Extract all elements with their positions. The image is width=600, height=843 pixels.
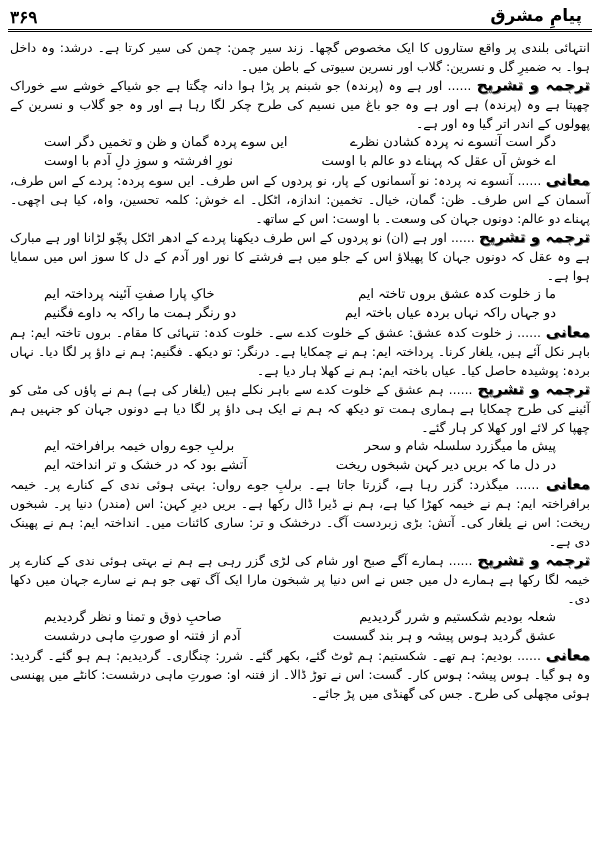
verse-first-hemistich: ما ز خلوت کدہ عشق بروں تاختہ ایم: [358, 287, 556, 302]
verse-first-hemistich: پیش ما میگزرد سلسلہ شام و سحر: [364, 439, 556, 454]
annotated-paragraph: ترجمہ و تشریح ...... اور ہے وہ (پرندہ) جو شبنم پر پڑا ہوا دانہ چگتا ہے جو شیاکے خوشے سے خوراک چھپتا ہے وہ (پرندہ) ہے اور ہے وہ جو باغ میں نسیم کی طرح چکر لگا رہا ہے اور وہ جو گلاب و نسرین کے پھولوں کے اندر اتر گیا وہ اور ہے۔: [10, 76, 590, 131]
verse-second-hemistich: خاکِ پارا صفتِ آئینہ پرداختہ ایم: [44, 287, 215, 302]
annotated-paragraph: معانی ...... آنسوے نہ پردہ: نو آسمانوں کے پار، نو پردوں کے اس طرف۔ ایں سوے پردہ: پردے کے اس طرف، آسمان کے اس طرف۔ ظن: گمان، خیال۔ تخمین: اندازہ، اٹکل۔ اے خوش: کلمہ تحسین، واہ، کیا ہی اچھی۔ پہناے دو عالم: دونوں جہان کی وسعت۔ با اوست: اس کے ساتھ۔: [10, 171, 590, 226]
verse-second-hemistich: صاحبِ ذوق و تمنا و نظر گردیدیم: [44, 610, 222, 625]
verse-couplet: [44, 437, 556, 456]
annotated-paragraph: معانی ...... بودیم: ہم تھے۔ شکستیم: ہم ٹوٹ گئے، بکھر گئے۔ شرر: چنگاری۔ گردیدیم: ہم ہو گئے۔ گردید: وہ ہو گیا۔ ہوس پیشہ: ہوس کار۔ گست: اس نے توڑ ڈالا۔ از فتنہ او: صورتِ ماہی درشست: کانٹے میں پھنسی ہوئی مچھلی کی طرح۔ جس کی گھنڈی میں پڑ جائے۔: [10, 646, 590, 701]
section-heading: معانی: [545, 171, 590, 189]
verse-second-hemistich: دو رنگر ہمت ما راکہ بہ داوے فگنیم: [44, 306, 237, 321]
verse-second-hemistich: آدم از فتنہ او صورتِ ماہی درشست: [44, 629, 241, 644]
paragraph-text: میگذرد: گزر رہا ہے، گزرتا جاتا ہے۔ برلبِ جوے رواں: بہتی ہوئی ندی کے کنارے پر۔ خیمہ برافراختہ ایم: ہم نے خیمہ کھڑا کیا ہے، ہم نے ڈیرا ڈال رکھا ہے۔ بریں دیرِ کہن: اس (مندر) دنیا پر۔ شبخوں ریخت: اس نے یلغار کی۔ آتش: بڑی زبردست آگ۔ درخشک و تر: ساری کائنات میں۔ انداختہ ایم: ہم نے پھینک دی ہے۔: [10, 477, 590, 549]
page-body: [10, 38, 590, 703]
section-heading: ترجمہ و تشریح: [478, 228, 590, 246]
section-heading: ترجمہ و تشریح: [476, 76, 590, 94]
paragraph-text: انتہائی بلندی پر واقع ستاروں کا ایک مخصوص گچھا۔ زند سیر چمن: چمن کی سیر کرتا ہے۔ درشد: وہ داخل ہوا۔ بہ ضمیرِ گل و نسرین: گلاب اور نسرین سیوتی کے باطن میں۔: [10, 40, 590, 74]
annotated-paragraph: ترجمہ و تشریح ...... ہم عشق کے خلوت کدے سے باہر نکلے ہیں (یلغار کی ہے) ہم نے پاؤں کی مٹی کو آئینے کی طرح چمکایا ہے ہماری ہمت تو دیکھ کہ ہم نے ایک ہی داؤ پر لگا دیا ہے دونوں جہان کو جنہیں ہم چھپا کر لائے اور کھلا کر ہار گئے۔: [10, 380, 590, 435]
paragraph-text: اور ہے (ان) نو پردوں کے اس طرف دیکھنا پردے کے ادھر اٹکل پچّو لڑانا اور ہے مبارک ہے وہ عقل کہ دونوں جہان کا پھیلاؤ اس کے جلو میں ہے فرشتے کا نور اور آدم کے دل کا سوز اس میں سمایا ہوا ہے۔: [10, 230, 590, 283]
paragraph-text: ز خلوت کدہ عشق: عشق کے خلوت کدے سے۔ خلوت کدہ: تنہائی کا مقام۔ بروں تاختہ ایم: ہم باہر نکل آئے ہیں، یلغار کرنا۔ پرداختہ ایم: ہم نے چمکایا ہے۔ درنگر: تو دیکھ۔ فگنیم: ہم نے داؤ پر لگا دیا۔ نہاں بردہ: پوشیدہ حاصل کیا۔ عیاں باختہ ایم: ہم نے کھلا ہار دیا ہے۔: [10, 325, 590, 378]
paragraph-text: آنسوے نہ پردہ: نو آسمانوں کے پار، نو پردوں کے اس طرف۔ ایں سوے پردہ: پردے کے اس طرف، آسمان کے اس طرف۔ ظن: گمان، خیال۔ تخمین: اندازہ، اٹکل۔ اے خوش: کلمہ تحسین، واہ، کیا ہی اچھی۔ پہناے دو عالم: دونوں جہان کی وسعت۔ با اوست: اس کے ساتھ۔: [10, 173, 590, 226]
paragraph-text: اور ہے وہ (پرندہ) جو شبنم پر پڑا ہوا دانہ چگتا ہے جو شیاکے خوشے سے خوراک چھپتا ہے وہ (پرندہ) ہے اور ہے وہ جو باغ میں نسیم کی طرح چکر لگا رہا ہے اور وہ جو گلاب و نسرین کے پھولوں کے اندر اتر گیا وہ اور ہے۔: [10, 78, 590, 131]
verse-couplet: [44, 456, 556, 475]
verse-couplet: [44, 608, 556, 627]
section-heading: ترجمہ و تشریح: [477, 551, 590, 569]
verse-first-hemistich: دگر است آنسوے نہ پردہ کشادن نظرے: [350, 135, 556, 150]
verse-second-hemistich: برلبِ جوے رواں خیمہ برافراختہ ایم: [44, 439, 235, 454]
verse-couplet: [44, 133, 556, 152]
verse-couplet: [44, 304, 556, 323]
annotated-paragraph: معانی ...... میگذرد: گزر رہا ہے، گزرتا جاتا ہے۔ برلبِ جوے رواں: بہتی ہوئی ندی کے کنارے پر۔ خیمہ برافراختہ ایم: ہم نے خیمہ کھڑا کیا ہے، ہم نے ڈیرا ڈال رکھا ہے۔ بریں دیرِ کہن: اس (مندر) دنیا پر۔ شبخوں ریخت: اس نے یلغار کی۔ آتش: بڑی زبردست آگ۔ درخشک و تر: ساری کائنات میں۔ انداختہ ایم: ہم نے پھینک دی ہے۔: [10, 475, 591, 549]
verse-first-hemistich: در دل ما کہ بریں دیر کہن شبخوں ریخت: [335, 458, 556, 473]
paragraph-text: ہمارے آگے صبح اور شام کی لڑی گزر رہی ہے ہم نے بہتی ہوئی ندی کے کنارے پر خیمہ لگا رکھا ہے ہمارے دل میں جس نے اس دنیا پر شبخون مارا ایک آگ تھی جو ہم نے سارے جہان میں دکھا دی۔: [10, 553, 590, 606]
verse-first-hemistich: عشق گردید ہوس پیشہ و ہر بند گسست: [332, 629, 556, 644]
verse-couplet: [44, 152, 556, 171]
section-heading: ترجمہ و تشریح: [477, 380, 590, 398]
section-heading: معانی: [545, 323, 590, 341]
paragraph-text: ہم عشق کے خلوت کدے سے باہر نکلے ہیں (یلغار کی ہے) ہم نے پاؤں کی مٹی کو آئینے کی طرح چمکایا ہے ہماری ہمت تو دیکھ کہ ہم نے ایک ہی داؤ پر لگا دیا ہے دونوں جہان کو جنہیں ہم چھپا کر لائے اور کھلا کر ہار گئے۔: [10, 382, 590, 435]
verse-first-hemistich: شعلہ بودیم شکستیم و شرر گردیدیم: [359, 610, 556, 625]
verse-second-hemistich: آتشے بود کہ در خشک و تر انداختہ ایم: [44, 458, 247, 473]
section-heading: معانی: [545, 646, 590, 664]
page-number: ۳۶۹: [10, 8, 38, 28]
paragraph-text: بودیم: ہم تھے۔ شکستیم: ہم ٹوٹ گئے، بکھر گئے۔ شرر: چنگاری۔ گردیدیم: ہم ہو گئے۔ گردید: وہ ہو گیا۔ ہوس پیشہ: ہوس کار۔ گست: اس نے توڑ ڈالا۔ از فتنہ او: صورتِ ماہی درشست: کانٹے میں پھنسی ہوئی مچھلی کی طرح۔ جس کی گھنڈی میں پڑ جائے۔: [10, 648, 590, 701]
annotated-paragraph: معانی ...... ز خلوت کدہ عشق: عشق کے خلوت کدے سے۔ خلوت کدہ: تنہائی کا مقام۔ بروں تاختہ ایم: ہم باہر نکل آئے ہیں، یلغار کرنا۔ پرداختہ ایم: ہم نے چمکایا ہے۔ درنگر: تو دیکھ۔ فگنیم: ہم نے داؤ پر لگا دیا۔ نہاں بردہ: پوشیدہ حاصل کیا۔ عیاں باختہ ایم: ہم نے کھلا ہار دیا ہے۔: [10, 323, 590, 378]
page-header: [8, 6, 592, 32]
section-heading: معانی: [545, 475, 591, 493]
body-paragraph: [10, 38, 590, 76]
verse-second-hemistich: ایں سوے پردہ گمان و ظن و تخمیں دگر است: [44, 135, 288, 150]
header-rule: [8, 29, 592, 32]
annotated-paragraph: ترجمہ و تشریح ...... اور ہے (ان) نو پردوں کے اس طرف دیکھنا پردے کے ادھر اٹکل پچّو لڑانا اور ہے مبارک ہے وہ عقل کہ دونوں جہان کا پھیلاؤ اس کے جلو میں ہے فرشتے کا نور اور آدم کے دل کا سوز اس میں سمایا ہوا ہے۔: [10, 228, 590, 283]
verse-couplet: [44, 627, 556, 646]
verse-second-hemistich: نورِ افرشتہ و سوزِ دلِ آدم با اوست: [44, 154, 233, 169]
verse-couplet: [44, 285, 556, 304]
verse-first-hemistich: اے خوش آں عقل کہ پہناے دو عالم با اوست: [321, 154, 556, 169]
verse-first-hemistich: دو جہاں راکہ نہاں بردہ عیاں باختہ ایم: [344, 306, 556, 321]
annotated-paragraph: ترجمہ و تشریح ...... ہمارے آگے صبح اور شام کی لڑی گزر رہی ہے ہم نے بہتی ہوئی ندی کے کنارے پر خیمہ لگا رکھا ہے ہمارے دل میں جس نے اس دنیا پر شبخون مارا ایک آگ تھی جو ہم نے سارے جہان میں دکھا دی۔: [10, 551, 590, 606]
running-title: پیامِ مشرق: [490, 6, 582, 26]
